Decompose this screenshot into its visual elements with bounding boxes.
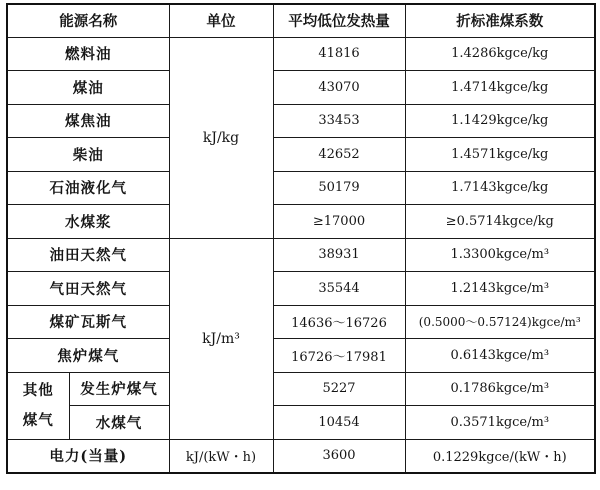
coal-factor: 0.6143kgce/m³ [405, 339, 595, 373]
table-row [7, 439, 595, 473]
avg-heat: 50179 [273, 171, 405, 205]
energy-name: 柴油 [7, 138, 169, 172]
energy-name: 发生炉煤气 [69, 372, 169, 406]
header-row [7, 4, 595, 37]
energy-name: 燃料油 [7, 37, 169, 71]
table-row [7, 138, 595, 172]
avg-heat: 14636～16726 [273, 305, 405, 339]
energy-name: 气田天然气 [7, 272, 169, 306]
avg-heat: 43070 [273, 71, 405, 105]
coal-factor: 1.4286kgce/kg [405, 37, 595, 71]
avg-heat: 35544 [273, 272, 405, 306]
coal-factor: 1.1429kgce/kg [405, 104, 595, 138]
coal-factor: 1.2143kgce/m³ [405, 272, 595, 306]
energy-name: 电力(当量) [7, 439, 169, 473]
avg-heat: 38931 [273, 238, 405, 272]
coal-factor: (0.5000～0.57124)kgce/m³ [405, 305, 595, 339]
header-unit: 单位 [169, 4, 273, 37]
coal-factor: 1.3300kgce/m³ [405, 238, 595, 272]
header-avg-heat: 平均低位发热量 [273, 4, 405, 37]
coal-factor: 0.1229kgce/(kW・h) [405, 439, 595, 473]
header-coal-factor: 折标准煤系数 [405, 4, 595, 37]
avg-heat: ≥17000 [273, 205, 405, 239]
table-row [7, 37, 595, 71]
energy-conversion-table [6, 3, 596, 474]
energy-name: 石油液化气 [7, 171, 169, 205]
energy-name: 水煤浆 [7, 205, 169, 239]
coal-factor: 1.4571kgce/kg [405, 138, 595, 172]
table-row [7, 406, 595, 440]
table-row [7, 372, 595, 406]
energy-name: 煤矿瓦斯气 [7, 305, 169, 339]
coal-factor: 0.1786kgce/m³ [405, 372, 595, 406]
unit-kj-per-kwh: kJ/(kW・h) [169, 439, 273, 473]
avg-heat: 10454 [273, 406, 405, 440]
coal-factor: 1.7143kgce/kg [405, 171, 595, 205]
unit-kj-per-kg: kJ/kg [169, 37, 273, 238]
avg-heat: 42652 [273, 138, 405, 172]
table-row [7, 272, 595, 306]
avg-heat: 3600 [273, 439, 405, 473]
energy-name: 焦炉煤气 [7, 339, 169, 373]
table-row [7, 339, 595, 373]
energy-name: 煤油 [7, 71, 169, 105]
energy-name: 油田天然气 [7, 238, 169, 272]
table-row [7, 305, 595, 339]
table-row [7, 205, 595, 239]
avg-heat: 41816 [273, 37, 405, 71]
energy-name: 水煤气 [69, 406, 169, 440]
avg-heat: 5227 [273, 372, 405, 406]
table-row [7, 104, 595, 138]
table-row [7, 171, 595, 205]
table-row [7, 71, 595, 105]
coal-factor: 1.4714kgce/kg [405, 71, 595, 105]
coal-factor: 0.3571kgce/m³ [405, 406, 595, 440]
table-row [7, 238, 595, 272]
group-label-other-gas: 其他煤气 [7, 372, 69, 439]
avg-heat: 16726～17981 [273, 339, 405, 373]
avg-heat: 33453 [273, 104, 405, 138]
unit-kj-per-m3: kJ/m³ [169, 238, 273, 439]
energy-name: 煤焦油 [7, 104, 169, 138]
energy-conversion-table-sheet [6, 3, 594, 487]
header-energy-name: 能源名称 [7, 4, 169, 37]
coal-factor: ≥0.5714kgce/kg [405, 205, 595, 239]
